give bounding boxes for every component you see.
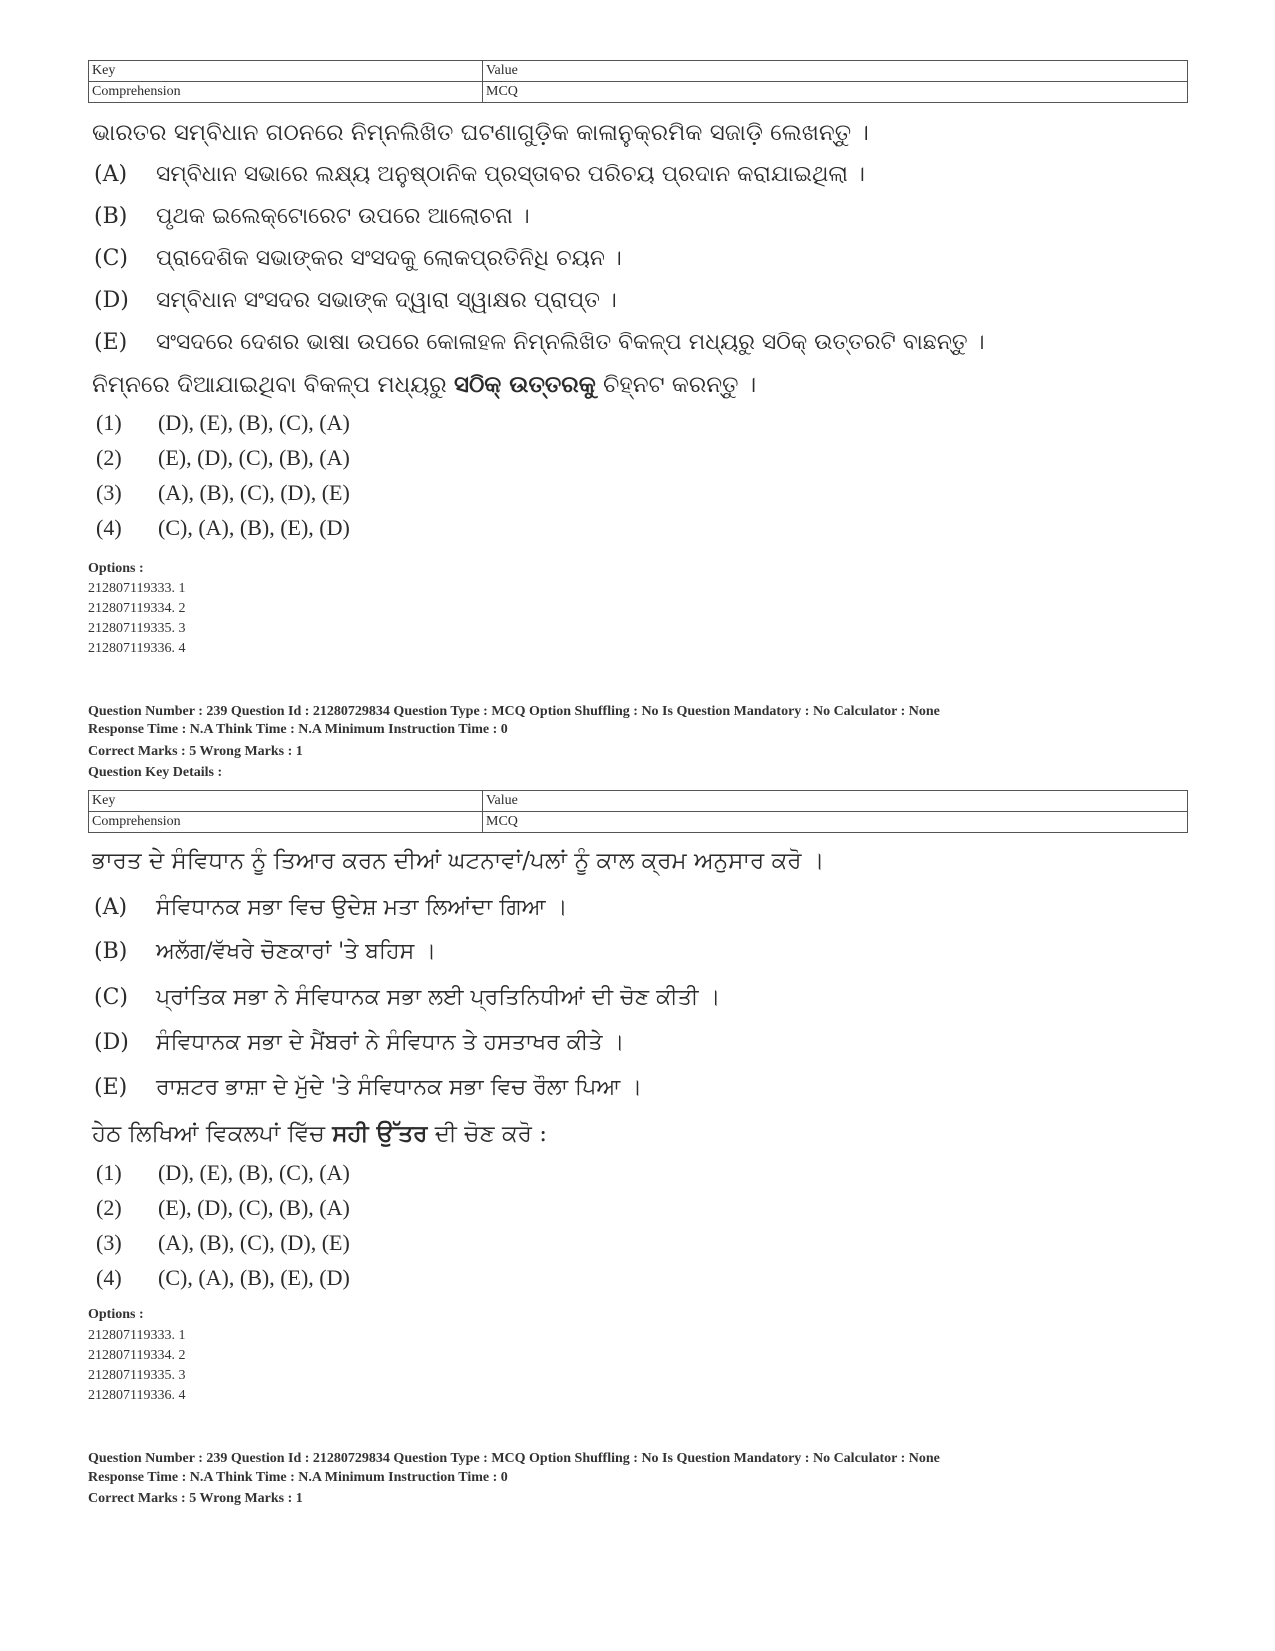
answer-option [96,1193,350,1223]
item-label: (B) [94,204,128,229]
table-key-header: Key [89,61,483,82]
option-id: 212807119335. 3 [88,1368,186,1383]
table-key-header: Key [89,791,483,812]
instruction-pre: ନିମ୍ନରେ ଦିଆଯାଇଥିବା ବିକଳ୍ପ ମଧ୍ୟରୁ [92,372,454,398]
item-text: ସମ୍ବିଧାନ ସଂସଦର ସଭାଙ୍କ ଦ୍ୱାରା ସ୍ୱାକ୍ଷର ପ୍ରାପ୍ତ । [156,288,617,313]
item-text: ପୃଥକ ଇଲେକ୍ଟୋରେଟ ଉପରେ ଆଲୋଚନା । [156,204,530,229]
option-text: (C), (A), (B), (E), (D) [158,515,350,540]
option-label: (2) [96,445,122,470]
instruction-text [92,1119,547,1149]
item-label: (C) [94,246,128,271]
instruction-bold: ସଠିକ୍ ଉତ୍ତରକୁ [453,371,596,398]
item-text: ਸੰਵਿਧਾਨਕ ਸਭਾ ਵਿਚ ਉਦੇਸ਼ ਮਤਾ ਲਿਆਂਦਾ ਗਿਆ । [156,895,568,920]
item-text: ସମ୍ବିଧାନ ସଭାରେ ଲକ୍ଷ୍ୟ ଅନୁଷ୍ଠାନିକ ପ୍ରସ୍ତାବର ପରିଚୟ ପ୍ରଦାନ କରାଯାଇଥିଲା । [156,162,865,187]
item-text: ਸੰਵਿਧਾਨਕ ਸਭਾ ਦੇ ਮੈਂਬਰਾਂ ਨੇ ਸੰਵਿਧਾਨ ਤੇ ਹਸਤਾਖਰ ਕੀਤੇ । [156,1030,625,1055]
item-text: ପ୍ରାଦେଶିକ ସଭାଙ୍କର ସଂସଦକୁ ଲୋକପ୍ରତିନିଧି ଚୟନ । [156,246,622,271]
question-meta-line: Response Time : N.A Think Time : N.A Minimum Instruction Time : 0 [88,1470,508,1485]
table-value-cell: MCQ [483,812,1188,833]
list-item [94,1028,624,1058]
instruction-bold: ਸਹੀ ਉੱਤਰ [332,1120,428,1147]
options-heading: Options : [88,561,144,576]
marks-line: Correct Marks : 5 Wrong Marks : 1 [88,744,303,759]
list-item [94,937,436,967]
option-id: 212807119333. 1 [88,1328,186,1343]
option-text: (C), (A), (B), (E), (D) [158,1265,350,1290]
list-item [94,893,567,923]
option-text: (E), (D), (C), (B), (A) [158,445,350,470]
list-item [94,286,617,316]
option-id: 212807119334. 2 [88,1348,186,1363]
answer-option [96,1158,350,1188]
option-label: (4) [96,515,122,540]
list-item [94,1073,642,1103]
item-label: (E) [94,1075,128,1100]
instruction-text [92,370,756,400]
answer-option [96,443,350,473]
table-value-header: Value [483,791,1188,812]
option-text: (E), (D), (C), (B), (A) [158,1195,350,1220]
option-id: 212807119334. 2 [88,601,186,616]
option-label: (1) [96,410,122,435]
table-value-header: Value [483,61,1188,82]
list-item [94,244,622,274]
item-label: (E) [94,330,128,355]
option-label: (1) [96,1160,122,1185]
option-text: (A), (B), (C), (D), (E) [158,480,350,505]
question-meta-line: Response Time : N.A Think Time : N.A Minimum Instruction Time : 0 [88,722,508,737]
option-label: (3) [96,1230,122,1255]
item-label: (A) [94,895,128,920]
option-label: (4) [96,1265,122,1290]
item-label: (C) [94,985,128,1010]
options-heading: Options : [88,1307,144,1322]
question-meta-line: Question Number : 239 Question Id : 21280729834 Question Type : MCQ Option Shuffling : No Is Question Mandatory : No Calculator : None [88,1451,940,1466]
option-id: 212807119333. 1 [88,581,186,596]
table-key-cell: Comprehension [89,812,483,833]
list-item [94,160,865,190]
item-text: ਪ੍ਰਾਂਤਿਕ ਸਭਾ ਨੇ ਸੰਵਿਧਾਨਕ ਸਭਾ ਲਈ ਪ੍ਰਤਿਨਿਧੀਆਂ ਦੀ ਚੋਣ ਕੀਤੀ । [156,985,721,1010]
key-value-table [88,790,1188,833]
item-text: ਅਲੱਗ/ਵੱਖਰੇ ਚੋਣਕਾਰਾਂ 'ਤੇ ਬਹਿਸ । [156,939,437,964]
question-meta-line: Question Number : 239 Question Id : 21280729834 Question Type : MCQ Option Shuffling : No Is Question Mandatory : No Calculator : None [88,704,940,719]
option-id: 212807119336. 4 [88,1388,186,1403]
option-text: (D), (E), (B), (C), (A) [158,410,350,435]
option-text: (D), (E), (B), (C), (A) [158,1160,350,1185]
instruction-post: ଚିହ୍ନଟ କରନ୍ତୁ । [595,372,757,398]
key-value-table [88,60,1188,103]
item-text: ਰਾਸ਼ਟਰ ਭਾਸ਼ਾ ਦੇ ਮੁੱਦੇ 'ਤੇ ਸੰਵਿਧਾਨਕ ਸਭਾ ਵਿਚ ਰੌਲਾ ਪਿਆ । [156,1075,643,1100]
key-details-heading: Question Key Details : [88,765,223,780]
item-label: (D) [94,1030,129,1055]
instruction-post: ਦੀ ਚੋਣ ਕਰੋ : [427,1121,547,1147]
list-item [94,983,720,1013]
item-text: ସଂସଦରେ ଦେଶର ଭାଷା ଉପରେ କୋଳାହଳ ନିମ୍ନଲିଖିତ ବିକଳ୍ପ ମଧ୍ୟରୁ ସଠିକ୍ ଉତ୍ତରଟି ବାଛନ୍ତୁ । [156,330,985,355]
item-label: (B) [94,939,128,964]
answer-option [96,1228,350,1258]
list-item [94,202,530,232]
marks-line: Correct Marks : 5 Wrong Marks : 1 [88,1491,303,1506]
option-id: 212807119335. 3 [88,621,186,636]
option-text: (A), (B), (C), (D), (E) [158,1230,350,1255]
item-label: (D) [94,288,129,313]
option-label: (2) [96,1195,122,1220]
answer-option [96,1263,350,1293]
answer-option [96,478,350,508]
option-label: (3) [96,480,122,505]
item-label: (A) [94,162,128,187]
table-key-cell: Comprehension [89,82,483,103]
list-item [94,328,985,358]
question-text: ਭਾਰਤ ਦੇ ਸੰਵਿਧਾਨ ਨੂੰ ਤਿਆਰ ਕਰਨ ਦੀਆਂ ਘਟਨਾਵਾਂ/ਪਲਾਂ ਨੂੰ ਕਾਲ ਕ੍ਰਮ ਅਨੁਸਾਰ ਕਰੋ । [92,848,825,874]
instruction-pre: ਹੇਠ ਲਿਖਿਆਂ ਵਿਕਲਪਾਂ ਵਿੱਚ [92,1121,333,1147]
question-text: ଭାରତର ସମ୍ବିଧାନ ଗଠନରେ ନିମ୍ନଲିଖିତ ଘଟଣାଗୁଡ଼ିକ କାଳାନୁକ୍ରମିକ ସଜାଡ଼ି ଲେଖନ୍ତୁ । [92,120,869,146]
answer-option [96,408,350,438]
option-id: 212807119336. 4 [88,641,186,656]
table-value-cell: MCQ [483,82,1188,103]
answer-option [96,513,350,543]
